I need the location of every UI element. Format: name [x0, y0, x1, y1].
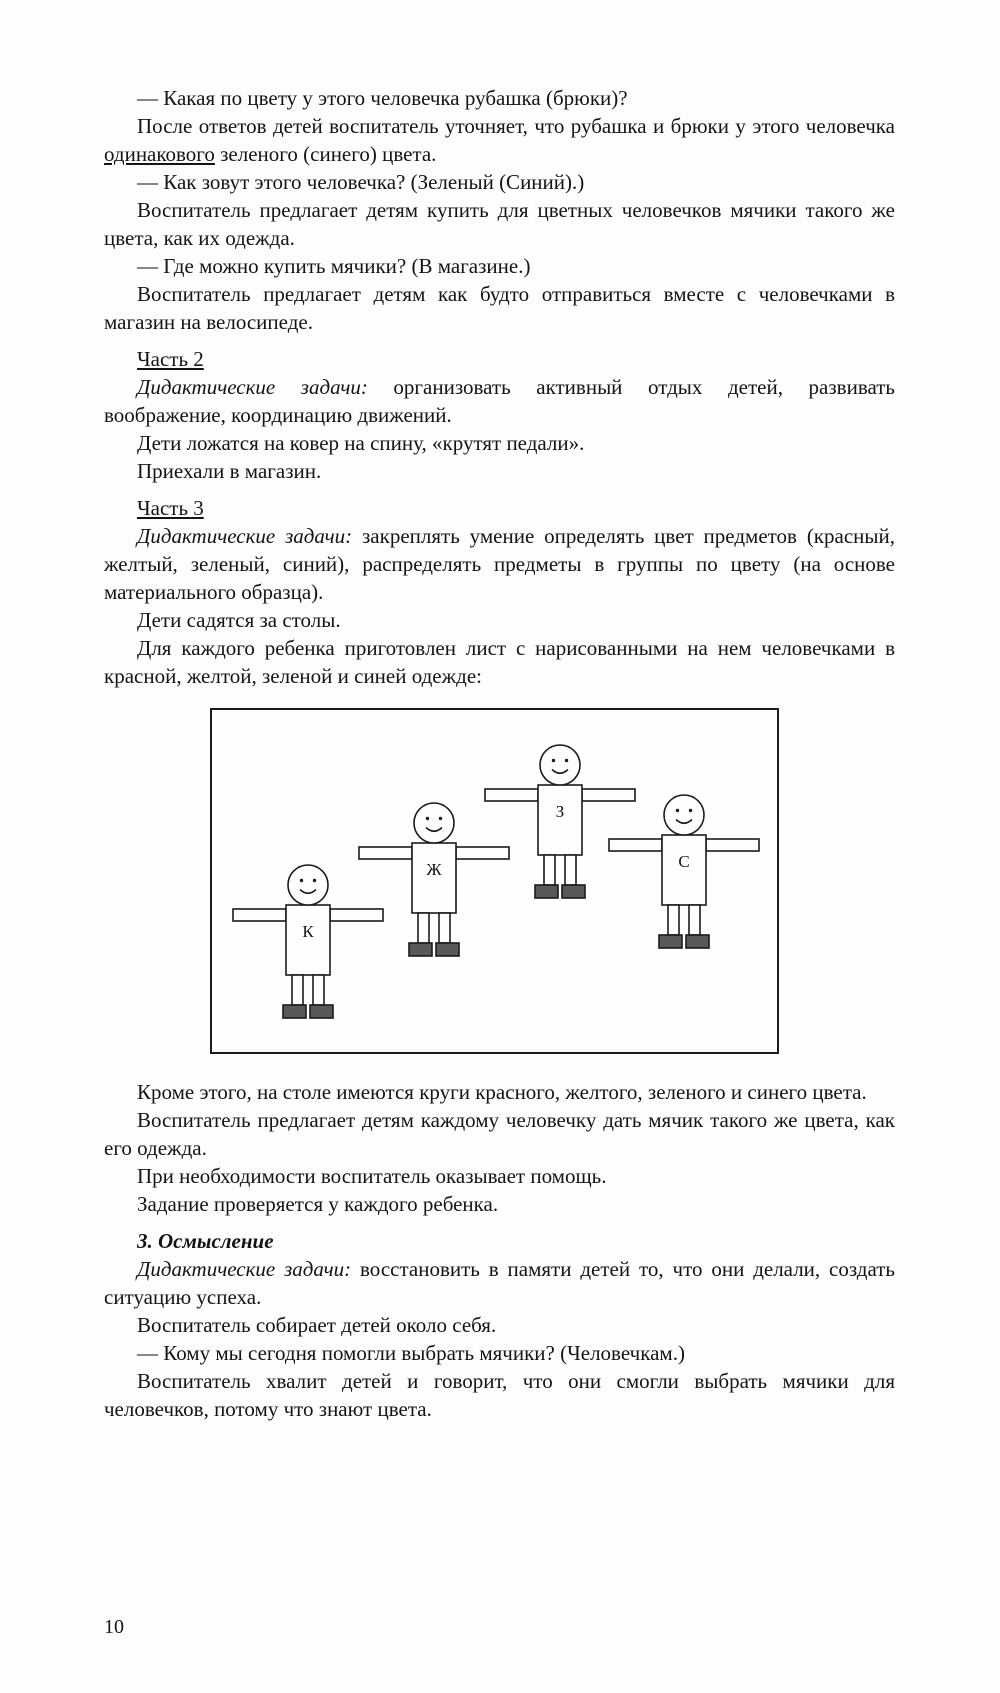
text-run: 3. Осмысление	[137, 1229, 274, 1253]
person-letter: К	[302, 922, 314, 941]
text-after-figure	[104, 1078, 895, 1423]
paragraph	[104, 1255, 895, 1311]
paragraph	[104, 168, 895, 196]
text-run: одинакового	[104, 142, 215, 166]
person-letter: С	[678, 852, 690, 871]
paragraph	[104, 1078, 895, 1106]
paragraph	[104, 196, 895, 252]
paragraph	[104, 1339, 895, 1367]
paragraph	[104, 429, 895, 457]
paragraph	[104, 634, 895, 690]
text-run: Кроме этого, на столе имеются круги красного, желтого, зеленого и синего цвета.	[137, 1080, 867, 1104]
person-figure-green	[485, 745, 635, 898]
paragraph	[104, 1367, 895, 1423]
text-run: Часть 2	[137, 347, 204, 371]
person-letter: Ж	[426, 860, 442, 879]
person-letter: З	[555, 802, 565, 821]
paragraph	[104, 280, 895, 336]
paragraph	[104, 373, 895, 429]
text-run: Воспитатель предлагает детям каждому человечку дать мячик такого же цвета, как его одежда.	[104, 1108, 895, 1160]
text-run: Задание проверяется у каждого ребенка.	[137, 1192, 499, 1216]
paragraph	[104, 84, 895, 112]
text-run: Дидактические задачи:	[137, 375, 368, 399]
text-run: — Как зовут этого человечка? (Зеленый (Синий).)	[137, 170, 585, 194]
figure-people-illustration	[210, 708, 779, 1054]
text-run: организовать активный отдых детей, развивать воображение, координацию движений.	[104, 375, 895, 427]
paragraph	[104, 606, 895, 634]
paragraph	[104, 1311, 895, 1339]
text-run: Воспитатель хвалит детей и говорит, что они смогли выбрать мячики для человечков, потому что знают цвета.	[104, 1369, 895, 1421]
person-figure-red	[233, 865, 383, 1018]
person-figure-blue	[609, 795, 759, 948]
text-run: Приехали в магазин.	[137, 459, 322, 483]
text-run: Воспитатель собирает детей около себя.	[137, 1313, 497, 1337]
paragraph	[104, 345, 895, 373]
paragraph	[104, 1190, 895, 1218]
paragraph	[104, 1227, 895, 1255]
paragraph	[104, 1106, 895, 1162]
text-run: Дети садятся за столы.	[137, 608, 341, 632]
paragraph	[104, 1162, 895, 1190]
paragraph	[104, 252, 895, 280]
text-run: — Где можно купить мячики? (В магазине.)	[137, 254, 531, 278]
text-run: После ответов детей воспитатель уточняет, что рубашка и брюки у этого человечка	[137, 114, 895, 138]
person-figure-yellow	[359, 803, 509, 956]
text-run: зеленого (синего) цвета.	[214, 142, 437, 166]
text-run: При необходимости воспитатель оказывает помощь.	[137, 1164, 607, 1188]
text-run: Воспитатель предлагает детям как будто отправиться вместе с человечками в магазин на велосипеде.	[104, 282, 895, 334]
text-run: Дидактические задачи:	[137, 1257, 352, 1281]
text-run: — Кому мы сегодня помогли выбрать мячики? (Человечкам.)	[137, 1341, 685, 1365]
paragraph	[104, 112, 895, 168]
text-run: Для каждого ребенка приготовлен лист с нарисованными на нем человечками в красной, желтой, зеленой и синей одежде:	[104, 636, 895, 688]
text-before-figure	[104, 84, 895, 690]
text-run: Дети ложатся на ковер на спину, «крутят педали».	[137, 431, 585, 455]
figure-canvas	[212, 710, 777, 1052]
paragraph	[104, 522, 895, 606]
text-run: Воспитатель предлагает детям купить для цветных человечков мячики такого же цвета, как их одежда.	[104, 198, 895, 250]
paragraph	[104, 457, 895, 485]
text-run: восстановить в памяти детей то, что они делали, создать ситуацию успеха.	[104, 1257, 895, 1309]
text-run: Часть 3	[137, 496, 204, 520]
text-run: — Какая по цвету у этого человечка рубашка (брюки)?	[137, 86, 628, 110]
page-number: 10	[104, 1616, 124, 1638]
text-run: закреплять умение определять цвет предметов (красный, желтый, зеленый, синий), распределять предметы в группы по цвету (на основе материального образца).	[104, 524, 895, 604]
paragraph	[104, 494, 895, 522]
text-run: Дидактические задачи:	[137, 524, 353, 548]
